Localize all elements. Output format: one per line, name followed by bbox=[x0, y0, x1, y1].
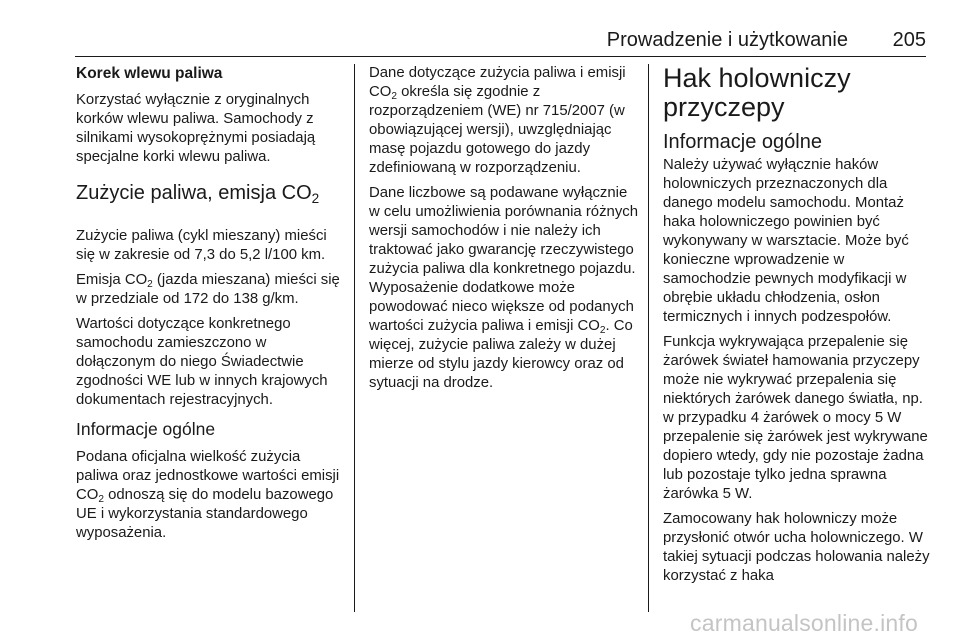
paragraph-general-info: Podana oficjalna wielkość zużycia paliwa oraz jednostkowe wartości emisji $CO_2$ odnoszą się do modelu bazowego UE i wykorzystania standardowego wyposażenia. bbox=[76, 449, 340, 541]
paragraph-fuel-cap: Korzystać wyłącznie z oryginalnych korków wlewu paliwa. Samochody z silnikami wysokoprężnymi posiadają specjalne korki wlewu paliwa. bbox=[76, 92, 316, 165]
paragraph-emission: Emisja $CO_2$ (jazda mieszana) mieści się w przedziale od 172 do 138 g/km. bbox=[76, 272, 340, 307]
paragraph-tow-3: Zamocowany hak holowniczy może przysłonić otwór ucha holowniczego. W takiej sytuacji podczas holowania należy korzystać z haka bbox=[663, 511, 930, 584]
paragraph-tow-1: Należy używać wyłącznie haków holowniczych przeznaczonych dla danego modelu samochodu. Montaż haka holowniczego powinien być wykonywany w warsztacie. Może być konieczne wprowadzenie w samochodzie pewnych modyfikacji w obrębie układu chłodzenia, osłon termicznych i innych podzespołów. bbox=[663, 157, 909, 325]
running-title: Prowadzenie i użytkowanie bbox=[606, 29, 848, 51]
heading-tow-hitch: Hak holowniczy przyczepy bbox=[663, 63, 851, 122]
column-1 bbox=[76, 64, 346, 549]
page-header bbox=[75, 28, 926, 57]
watermark: carmanualsonline.info bbox=[690, 610, 918, 636]
heading-general-info: Informacje ogólne bbox=[76, 419, 216, 439]
paragraph-data-regulation: Dane dotyczące zużycia paliwa i emisji $CO_2$ określa się zgodnie z rozporządzeniem (WE) nr 715/2007 (w obowiązującej wersji), uwzględniając masę pojazdu gotowego do jazdy zdefiniowaną w rozporządzeniu. bbox=[369, 65, 626, 176]
column-2 bbox=[369, 64, 639, 399]
column-3 bbox=[663, 64, 933, 592]
column-divider-2 bbox=[648, 64, 649, 612]
paragraph-values: Wartości dotyczące konkretnego samochodu zamieszczono w dołączonym do niego Świadectwie zgodności WE lub w innych krajowych dokumentach rejestracyjnych. bbox=[76, 316, 328, 408]
paragraph-tow-2: Funkcja wykrywająca przepalenie się żarówek świateł hamowania przyczepy może nie wykrywać przepalenia się niektórych żarówek danego światła, np. w przypadku 4 żarówek o mocy 5 W przepalenie się żarówek jest wykrywane dopiero wtedy, gdy nie pozostaje żadna lub pozostaje tylko jedna sprawna żarówka 5 W. bbox=[663, 334, 928, 502]
column-divider-1 bbox=[354, 64, 355, 612]
heading-fuel-consumption: Zużycie paliwa, emisja $CO_2$ bbox=[76, 182, 320, 207]
heading-fuel-cap: Korek wlewu paliwa bbox=[76, 65, 223, 82]
heading-tow-general-info: Informacje ogólne bbox=[663, 131, 822, 153]
paragraph-consumption: Zużycie paliwa (cykl mieszany) mieści się w zakresie od 7,3 do 5,2 l/100 km. bbox=[76, 228, 327, 263]
paragraph-data-comparison: Dane liczbowe są podawane wyłącznie w celu umożliwienia porównania różnych wersji samochodów i nie należy ich traktować jako gwarancję rzeczywistego zużycia paliwa dla konkretnego pojazdu. Wyposażenie dodatkowe może powodować nieco większe od podanych wartości zużycia paliwa i emisji $CO_2$. Co więcej, zużycie paliwa zależy w dużej mierze od stylu jazdy kierowcy oraz od sytuacji na drodze. bbox=[369, 185, 638, 391]
page-number: 205 bbox=[892, 29, 926, 51]
